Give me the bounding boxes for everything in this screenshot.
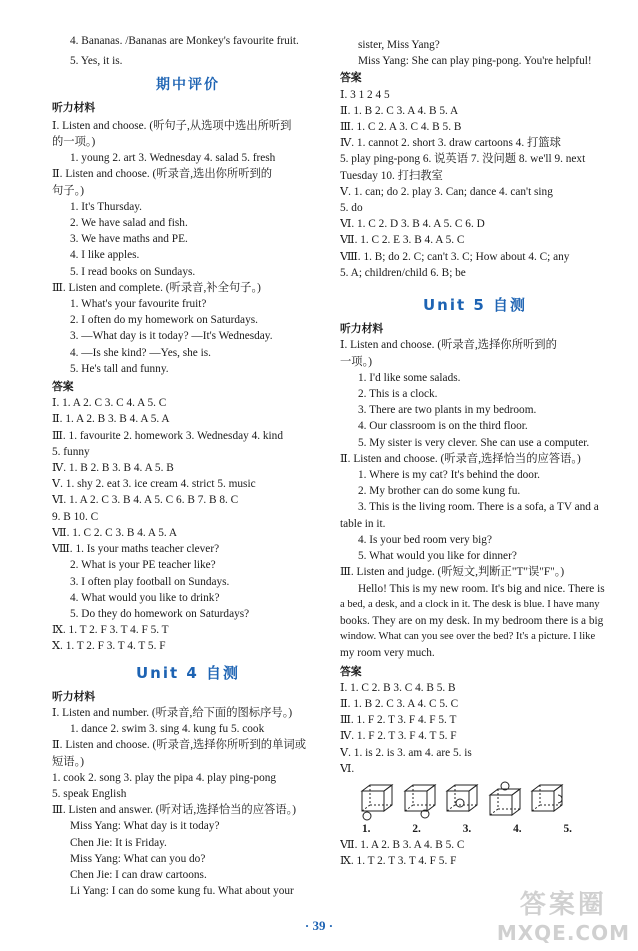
answers-label: 答案: [340, 71, 362, 85]
unit5-lines: [340, 337, 610, 661]
answers-label: 答案: [340, 664, 362, 678]
text-line: table in it.: [340, 517, 386, 530]
answer-line: 5. funny: [52, 445, 90, 458]
answer-line: Ⅱ. 1. A 2. B 3. B 4. A 5. A: [52, 413, 170, 426]
answer-line: Ⅴ. 1. can; do 2. play 3. Can; dance 4. can't sing: [340, 185, 553, 198]
text-line: 2. My brother can do some kung fu.: [358, 485, 521, 498]
cube-figure: [401, 781, 441, 821]
cube-ball-beside-icon: [528, 781, 568, 821]
answer-line: Ⅳ. 1. F 2. T 3. F 4. T 5. F: [340, 730, 457, 743]
text-line: Ⅰ. Listen and choose. (听录音,选择你所听到的: [340, 339, 557, 352]
text-line: Miss Yang: What day is it today?: [70, 820, 220, 833]
cube-number: 4.: [513, 822, 522, 835]
cube-ball-in-front-icon: [401, 781, 441, 821]
text-line: Ⅱ. Listen and choose. (听录音,选择恰当的应答语。): [340, 452, 581, 465]
cube-ball-inside-icon: [443, 781, 483, 821]
text-line: Hello! This is my new room. It's big and nice. There is: [358, 582, 605, 595]
answer-line: 5. Do they do homework on Saturdays?: [70, 607, 250, 620]
section-title-unit4: Unit 4 自测: [135, 663, 241, 682]
text-line: window. What can you see over the bed? It's a picture. I like: [340, 631, 596, 643]
text-line: sister, Miss Yang?: [358, 39, 440, 51]
answer-line: 2. What is your PE teacher like?: [70, 559, 216, 572]
answer-line: Ⅶ. 1. A 2. B 3. A 4. B 5. C: [340, 839, 465, 852]
answer-line: Ⅳ. 1. cannot 2. short 3. draw cartoons 4. 打篮球: [340, 137, 561, 150]
answer-line: 3. I often play football on Sundays.: [70, 575, 230, 588]
answer-line: 9. B 10. C: [52, 510, 99, 523]
text-line: 2. We have salad and fish.: [70, 217, 188, 230]
answer-line: Ⅸ. 1. T 2. F 3. T 4. F 5. T: [52, 624, 169, 637]
answer-line: Ⅹ. 1. T 2. F 3. T 4. T 5. F: [52, 640, 166, 653]
unit5-answers: [340, 680, 610, 777]
cube-figure: [358, 781, 398, 821]
answer-line: Ⅶ. 1. C 2. C 3. B 4. A 5. A: [52, 526, 178, 539]
watermark-line: MXQE.COM: [496, 921, 630, 945]
text-line: Ⅱ. Listen and choose. (听录音,选择你所听到的单词或: [52, 739, 306, 752]
answer-line: 5. play ping-pong 6. 说英语 7. 没问题 8. we'll 9. next: [340, 153, 586, 166]
answer-line: Ⅱ. 1. B 2. C 3. A 4. C 5. C: [340, 697, 459, 710]
text-line: Ⅲ. Listen and judge. (听短文,判断正"T"误"F"。): [340, 566, 565, 579]
answer-line: Ⅵ. 1. A 2. C 3. B 4. A 5. C 6. B 7. B 8. C: [52, 494, 239, 507]
right-column: [340, 0, 610, 870]
answers-label: 答案: [52, 380, 74, 394]
text-line: 4. Our classroom is on the third floor.: [358, 420, 528, 433]
answer-line: Tuesday 10. 打扫教室: [340, 169, 443, 182]
watermark: [497, 884, 630, 945]
answer-line: Ⅶ. 1. C 2. E 3. B 4. A 5. C: [340, 234, 465, 247]
answer-line: Ⅷ. 1. B; do 2. C; can't 3. C; How about 4. C; any: [340, 250, 570, 263]
answer-line: Ⅷ. 1. Is your maths teacher clever?: [52, 543, 220, 556]
text-line: Ⅰ. Listen and choose. (听句子,从选项中选出所听到: [52, 119, 292, 132]
watermark-line: 答案圈: [519, 890, 607, 920]
answer-line: Ⅱ. 1. B 2. C 3. A 4. B 5. A: [340, 104, 459, 117]
answers-block: [52, 395, 324, 654]
text-line: my room very much.: [340, 647, 435, 660]
cube-ball-below-icon: [358, 781, 398, 821]
answer-line: Ⅳ. 1. B 2. B 3. B 4. A 5. B: [52, 462, 174, 475]
text-line: Ⅲ. Listen and complete. (听录音,补全句子。): [52, 281, 261, 294]
text-line: Ⅰ. Listen and number. (听录音,给下面的图标序号。): [52, 706, 293, 719]
text-line: 1. What's your favourite fruit?: [70, 298, 207, 311]
text-line: 短语。): [52, 755, 85, 768]
text-line: 3. We have maths and PE.: [70, 233, 188, 246]
answer-line: Ⅰ. 3 1 2 4 5: [340, 88, 390, 101]
text-line: 5. What would you like for dinner?: [358, 550, 517, 563]
text-line: 1. dance 2. swim 3. sing 4. kung fu 5. cook: [70, 723, 265, 736]
cube-figure: [443, 781, 483, 821]
text-line: Chen Jie: It is Friday.: [70, 836, 167, 849]
answer-line: Ⅴ. 1. shy 2. eat 3. ice cream 4. strict 5. music: [52, 478, 256, 491]
listening-lines: [52, 118, 324, 377]
text-line: 4. I like apples.: [70, 249, 140, 262]
section-title-midterm: 期中评价: [156, 77, 220, 94]
text-line: Ⅱ. Listen and choose. (听录音,选出你所听到的: [52, 168, 273, 181]
text-line: 4. Bananas. /Bananas are Monkey's favourite fruit.: [70, 35, 299, 47]
text-line: books. They are on my desk. In my bedroom there is a big: [340, 614, 604, 627]
answer-line: Ⅲ. 1. favourite 2. homework 3. Wednesday 4. kind: [52, 429, 283, 442]
text-line: 1. I'd like some salads.: [358, 371, 461, 384]
text-line: 1. young 2. art 3. Wednesday 4. salad 5. fresh: [70, 152, 276, 165]
text-line: Miss Yang: What can you do?: [70, 852, 206, 865]
answer-line: Ⅴ. 1. is 2. is 3. am 4. are 5. is: [340, 746, 472, 759]
text-line: 1. cook 2. song 3. play the pipa 4. play ping-pong: [52, 771, 277, 784]
cube-number: 5.: [563, 822, 572, 835]
text-line: 3. This is the living room. There is a sofa, a TV and a: [358, 501, 599, 514]
text-line: 2. This is a clock.: [358, 388, 438, 401]
cube-number: 3.: [462, 822, 472, 835]
text-line: 3. There are two plants in my bedroom.: [358, 404, 537, 417]
cube-number-row: [362, 821, 572, 837]
text-line: 4. —Is she kind? —Yes, she is.: [70, 346, 212, 359]
cube-number: 1.: [362, 822, 371, 835]
answer-line: Ⅵ. 1. C 2. D 3. B 4. A 5. C 6. D: [340, 218, 485, 231]
cube-figure: [528, 781, 568, 821]
answers-block: [340, 87, 610, 281]
text-line: 1. It's Thursday.: [70, 200, 143, 213]
left-column: [52, 0, 324, 899]
text-line: Ⅲ. Listen and answer. (听对话,选择恰当的应答语。): [52, 804, 297, 817]
answer-line: Ⅰ. 1. C 2. B 3. C 4. B 5. B: [340, 681, 456, 694]
text-line: 5. speak English: [52, 787, 127, 800]
answer-line: Ⅲ. 1. F 2. T 3. F 4. F 5. T: [340, 714, 457, 727]
listening-label: 听力材料: [52, 100, 96, 114]
text-line: 5. He's tall and funny.: [70, 362, 169, 375]
listening-label: 听力材料: [340, 322, 384, 336]
listening-label: 听力材料: [52, 689, 96, 703]
text-line: 2. I often do my homework on Saturdays.: [70, 314, 258, 327]
unit5-answers-after: [340, 837, 610, 869]
cube-number: 2.: [412, 822, 421, 835]
text-line: Chen Jie: I can draw cartoons.: [70, 868, 207, 881]
answer-line: Ⅵ.: [340, 762, 355, 775]
cube-figures: [358, 781, 568, 821]
text-line: 5. I read books on Sundays.: [70, 265, 196, 278]
section-title-unit5: Unit 5 自测: [422, 296, 528, 315]
answer-line: 5. A; children/child 6. B; be: [340, 266, 466, 279]
text-line: 3. —What day is it today? —It's Wednesday.: [70, 330, 273, 343]
answer-line: Ⅸ. 1. T 2. T 3. T 4. F 5. F: [340, 855, 457, 868]
text-line: 的一项。): [52, 136, 96, 149]
answer-line: 5. do: [340, 202, 363, 215]
text-line: Miss Yang: She can play ping-pong. You're helpful!: [358, 55, 592, 68]
cube-figure: [486, 781, 526, 821]
text-line: 5. Yes, it is.: [70, 55, 123, 68]
answer-line: Ⅲ. 1. C 2. A 3. C 4. B 5. B: [340, 121, 462, 134]
page-number: · 39 ·: [304, 918, 334, 933]
text-line: 一项。): [340, 355, 373, 368]
answer-line: Ⅰ. 1. A 2. C 3. C 4. A 5. C: [52, 397, 167, 410]
unit4-lines: [52, 705, 324, 899]
text-line: a bed, a desk, and a clock in it. The desk is blue. I have many: [340, 598, 600, 610]
text-line: 5. My sister is very clever. She can use a computer.: [358, 436, 590, 449]
text-line: 4. Is your bed room very big?: [358, 533, 492, 546]
text-line: 句子。): [52, 184, 85, 197]
answer-line: 4. What would you like to drink?: [70, 591, 220, 604]
cube-ball-on-top-icon: [486, 781, 526, 821]
text-line: 1. Where is my cat? It's behind the door.: [358, 469, 540, 482]
text-line: Li Yang: I can do some kung fu. What about your: [70, 885, 294, 898]
